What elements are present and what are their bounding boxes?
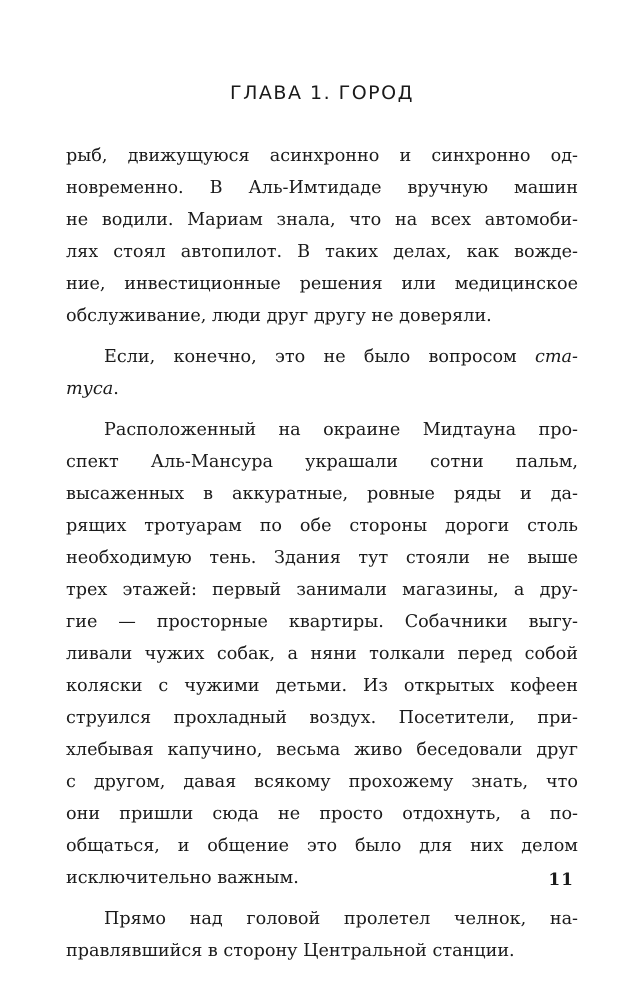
- text-line: спект Аль-Мансура украшали сотни пальм,: [66, 452, 578, 472]
- text-line: не водили. Мариам знала, что на всех автомоби-: [66, 210, 578, 230]
- text-line: правлявшийся в сторону Центральной станции.: [66, 941, 515, 961]
- text-line: новременно. В Аль-Имтидаде вручную машин: [66, 178, 578, 198]
- paragraph-3: [66, 414, 578, 894]
- page-number: 11: [548, 870, 574, 890]
- text-line: ние, инвестиционные решения или медицинское: [66, 274, 578, 294]
- italic-word: туса: [66, 379, 114, 399]
- text-line: обслуживание, люди друг другу не доверяли.: [66, 306, 492, 326]
- text-line: общаться, и общение это было для них делом: [66, 836, 578, 856]
- text-line: высаженных в аккуратные, ровные ряды и да-: [66, 484, 578, 504]
- text-line: с другом, давая всякому прохожему знать, что: [66, 772, 578, 792]
- text-line: они пришли сюда не просто отдохнуть, а по-: [66, 804, 578, 824]
- text-line: лях стоял автопилот. В таких делах, как вожде-: [66, 242, 578, 262]
- text-line: исключительно важным.: [66, 868, 299, 888]
- text-line: рящих тротуарам по обе стороны дороги столь: [66, 516, 578, 536]
- text-line: [66, 341, 578, 373]
- chapter-title: ГЛАВА 1. ГОРОД: [230, 82, 414, 104]
- paragraph-4: [66, 903, 578, 967]
- text-line: трех этажей: первый занимали магазины, а дру-: [66, 580, 578, 600]
- text-line: коляски с чужими детьми. Из открытых кофеен: [66, 676, 578, 696]
- paragraph-1: [66, 140, 578, 332]
- text-line: хлебывая капучино, весьма живо беседовали друг: [66, 740, 578, 760]
- paragraph-2: [66, 341, 578, 405]
- text-line: Прямо над головой пролетел челнок, на-: [104, 909, 578, 929]
- text-line: [66, 373, 578, 405]
- text-line: Расположенный на окраине Мидтауна про-: [104, 420, 578, 440]
- text-fragment: Если, конечно, это не было вопросом: [104, 347, 517, 367]
- text-line: ливали чужих собак, а няни толкали перед собой: [66, 644, 578, 664]
- body-text: [66, 140, 578, 976]
- text-line: гие — просторные квартиры. Собачники выгу-: [66, 612, 578, 632]
- italic-word: ста-: [535, 347, 578, 367]
- text-line: рыб, движущуюся асинхронно и синхронно од-: [66, 146, 578, 166]
- text-fragment: .: [113, 379, 119, 399]
- text-line: струился прохладный воздух. Посетители, при-: [66, 708, 578, 728]
- text-line: необходимую тень. Здания тут стояли не выше: [66, 548, 578, 568]
